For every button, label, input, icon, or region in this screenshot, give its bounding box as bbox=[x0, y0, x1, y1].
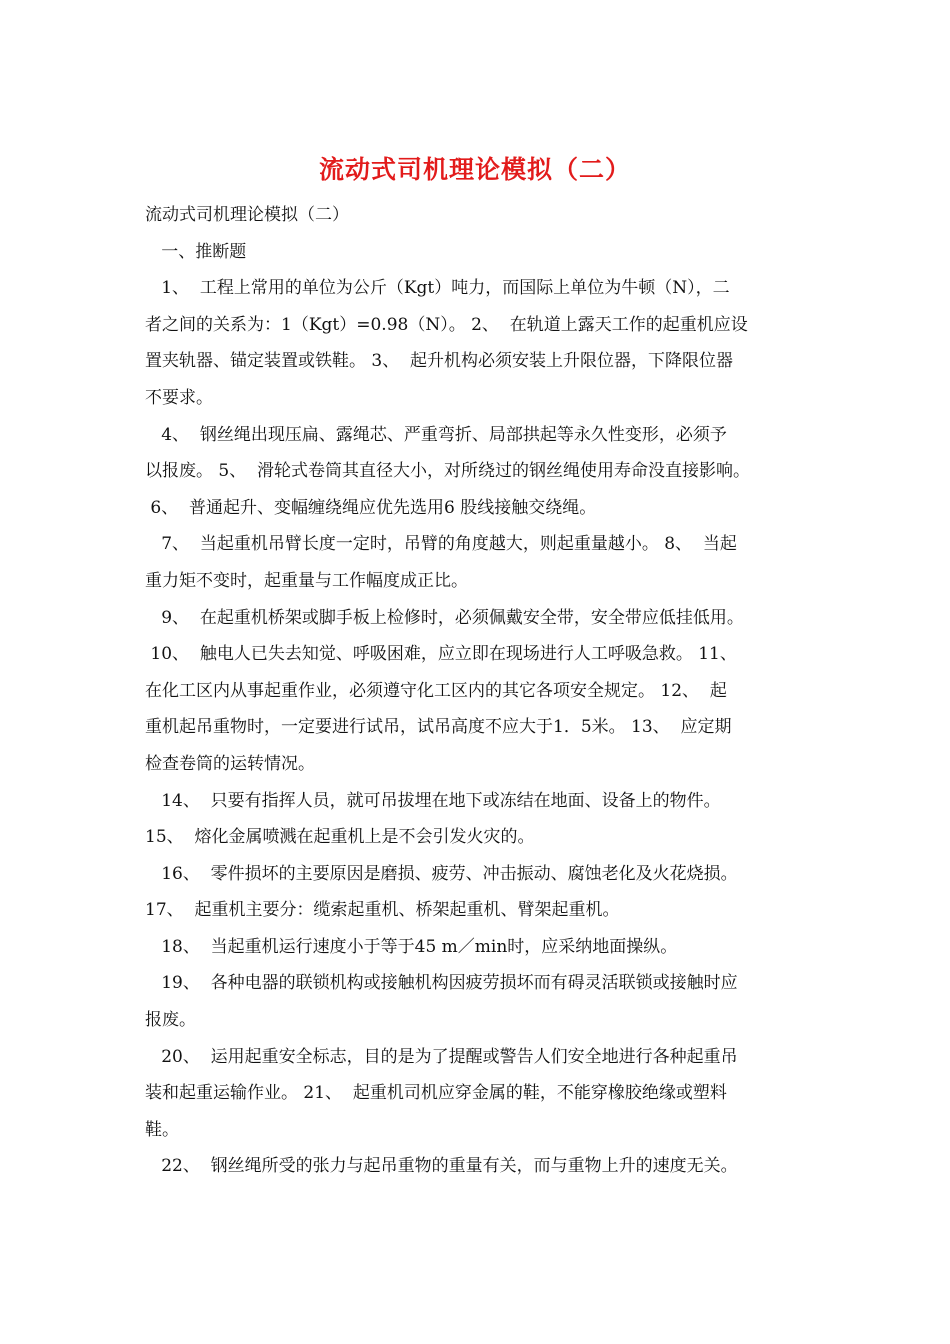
text-line: 装和起重运输作业。 21、 起重机司机应穿金属的鞋，不能穿橡胶绝缘或塑料 bbox=[145, 1083, 727, 1104]
text-line: 18、 当起重机运行速度小于等于45 m／min时，应采纳地面操纵。 bbox=[145, 936, 678, 957]
text-line: 15、 熔化金属喷溅在起重机上是不会引发火灾的。 bbox=[145, 827, 535, 848]
text-line: 一、推断题 bbox=[145, 241, 247, 262]
text-line: 鞋。 bbox=[145, 1119, 179, 1140]
text-line: 检查卷筒的运转情况。 bbox=[145, 753, 315, 774]
text-line: 者之间的关系为：1（Kgt）=0.98（N）。 2、 在轨道上露天工作的起重机应设 bbox=[145, 314, 748, 335]
text-line: 在化工区内从事起重作业，必须遵守化工区内的其它各项安全规定。 12、 起 bbox=[145, 680, 727, 701]
text-line: 7、 当起重机吊臂长度一定时，吊臂的角度越大，则起重量越小。 8、 当起 bbox=[145, 534, 737, 555]
text-line: 4、 钢丝绳出现压扁、露绳芯、严重弯折、局部拱起等永久性变形，必须予 bbox=[145, 424, 727, 445]
text-line: 20、 运用起重安全标志，目的是为了提醒或警告人们安全地进行各种起重吊 bbox=[145, 1046, 738, 1067]
text-line: 17、 起重机主要分：缆索起重机、桥架起重机、臂架起重机。 bbox=[145, 900, 620, 921]
text-line: 6、 普通起升、变幅缠绕绳应优先选用6 股线接触交绕绳。 bbox=[145, 497, 597, 518]
text-line: 22、 钢丝绳所受的张力与起吊重物的重量有关，而与重物上升的速度无关。 bbox=[145, 1156, 738, 1177]
text-line: 重机起吊重物时，一定要进行试吊，试吊高度不应大于1．5米。 13、 应定期 bbox=[145, 717, 732, 738]
text-line: 10、 触电人已失去知觉、呼吸困难，应立即在现场进行人工呼吸急救。 11、 bbox=[145, 644, 737, 665]
text-line: 流动式司机理论模拟（二） bbox=[145, 205, 349, 225]
text-line: 不要求。 bbox=[145, 387, 213, 408]
document-title: 流动式司机理论模拟（二） bbox=[318, 155, 631, 184]
document-body bbox=[145, 197, 815, 1185]
text-line: 报废。 bbox=[145, 1010, 196, 1031]
text-line: 1、 工程上常用的单位为公斤（Kgt）吨力，而国际上单位为牛顿（N），二 bbox=[145, 278, 730, 299]
text-line: 重力矩不变时，起重量与工作幅度成正比。 bbox=[145, 570, 468, 591]
text-line: 19、 各种电器的联锁机构或接触机构因疲劳损坏而有碍灵活联锁或接触时应 bbox=[145, 973, 738, 994]
text-line: 以报废。 5、 滑轮式卷筒其直径大小，对所绕过的钢丝绳使用寿命没直接影响。 bbox=[145, 461, 751, 482]
text-line: 16、 零件损坏的主要原因是磨损、疲劳、冲击振动、腐蚀老化及火花烧损。 bbox=[145, 863, 738, 884]
text-line: 9、 在起重机桥架或脚手板上检修时，必须佩戴安全带，安全带应低挂低用。 bbox=[145, 607, 744, 628]
text-line: 14、 只要有指挥人员，就可吊拔埋在地下或冻结在地面、设备上的物件。 bbox=[145, 790, 721, 811]
text-line: 置夹轨器、锚定装置或铁鞋。 3、 起升机构必须安装上升限位器，下降限位器 bbox=[145, 351, 734, 372]
